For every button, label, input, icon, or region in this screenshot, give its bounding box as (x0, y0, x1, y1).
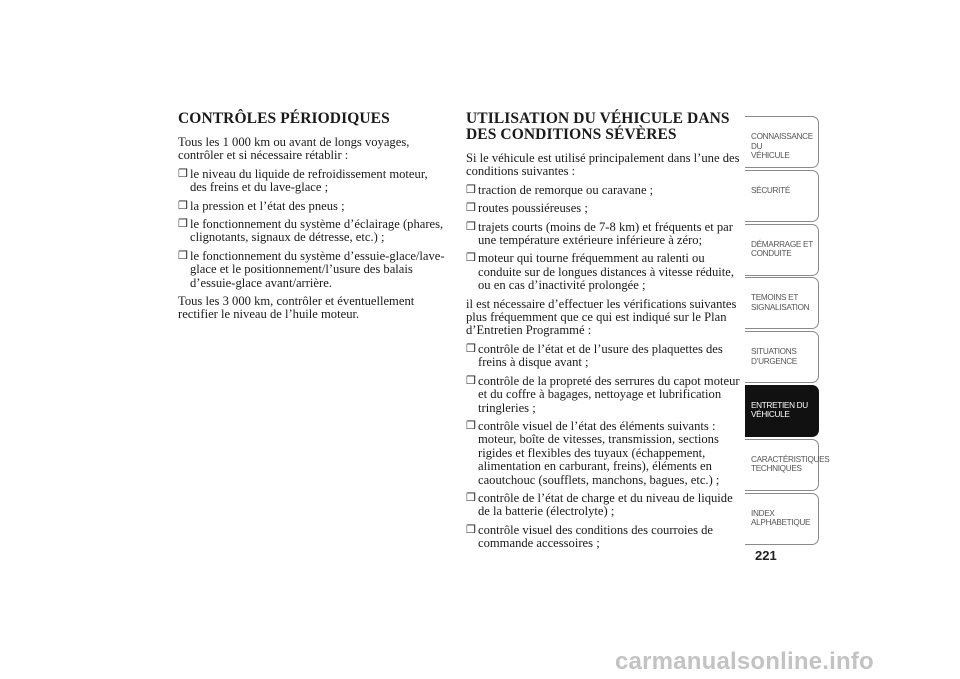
conditions-intro: Si le véhicule est utilisé principalement dans l’une des conditions suivantes : (466, 151, 740, 179)
checkbox-bullet-icon: ❒ (466, 419, 476, 432)
list-item: ❒ moteur qui tourne fréquemment au ralenti ou conduite sur de longues distances à vitesse réduite, ou en cas d’inactivité prolongée ; (466, 251, 735, 293)
right-column (466, 111, 742, 556)
chapter-tabs (745, 116, 830, 546)
list-item: ❒ contrôle de l’état de charge et du niveau de liquide de la batterie (électrolyte) ; (466, 490, 733, 519)
tab-index-alphabetique[interactable] (745, 493, 819, 545)
list-item: ❒ le fonctionnement du système d’éclairage (phares, clignotants, signaux de détresse, etc.) ; (178, 217, 444, 245)
checkbox-bullet-icon: ❒ (178, 249, 188, 262)
list-item: ❒ contrôle visuel de l’état des éléments suivants : moteur, boîte de vitesses, transmission, sections rigides et flexibles des tuyaux (échappement, alimentation en carburant, freins), éléments en caoutchouc (soufflets, manchons, bagues, etc.) ; (466, 418, 720, 487)
section-title-controles: CONTRÔLES PÉRIODIQUES (178, 110, 390, 127)
list-item: ❒ la pression et l’état des pneus ; (178, 198, 345, 213)
tab-label: DÉMARRAGE ET CONDUITE (751, 239, 813, 259)
outro-paragraph: Tous les 3 000 km, contrôler et éventuellement rectifier le niveau de l’huile moteur. (178, 294, 415, 322)
tab-label: CARACTÉRISTIQUES TECHNIQUES (751, 454, 830, 474)
section-title-conditions-severes: UTILISATION DU VÉHICULE DANS DES CONDITIONS SÉVÈRES (466, 110, 730, 143)
tab-label: TEMOINS ET SIGNALISATION (751, 293, 810, 312)
list-item: ❒ le fonctionnement du système d’essuie-glace/lave-glace et le positionnement/l’usure des balais d’essuie-glace avant/arrière. (178, 248, 445, 290)
checkbox-bullet-icon: ❒ (178, 199, 188, 212)
list-item: ❒ trajets courts (moins de 7-8 km) et fréquents et par une température extérieure inférieure à zéro; (466, 219, 733, 248)
checkbox-bullet-icon: ❒ (178, 218, 188, 231)
tab-label: ENTRETIEN DU VÉHICULE (751, 400, 808, 420)
left-column (178, 111, 446, 327)
list-item: ❒ contrôle visuel des conditions des courroies de commande accessoires ; (466, 522, 714, 551)
watermark: carmanualsonline.info (615, 648, 874, 675)
checkbox-bullet-icon: ❒ (466, 202, 476, 215)
list-item: ❒ contrôle de la propreté des serrures du capot moteur et du coffre à bagages, nettoyage et lubrification tringleries ; (466, 373, 740, 415)
list-item: ❒ contrôle de l’état et de l’usure des plaquettes des freins à disque avant ; (466, 341, 723, 370)
list-item: ❒ le niveau du liquide de refroidissement moteur, des freins et du lave-glace ; (178, 166, 428, 195)
checkbox-bullet-icon: ❒ (466, 523, 476, 536)
checkbox-bullet-icon: ❒ (466, 220, 476, 233)
checkbox-bullet-icon: ❒ (466, 374, 476, 387)
tab-label: INDEX ALPHABETIQUE (751, 508, 811, 528)
tab-temoins-et-signalisation[interactable] (745, 277, 819, 329)
tab-situations-durgence[interactable] (745, 331, 819, 383)
tab-label: CONNAISSANCE DU VÉHICULE (751, 132, 813, 160)
checkbox-bullet-icon: ❒ (466, 491, 476, 504)
tab-entretien-du-vehicule[interactable] (745, 385, 819, 437)
list-item: ❒ routes poussiéreuses ; (466, 201, 588, 216)
tab-label: SITUATIONS D’URGENCE (751, 347, 797, 366)
checkbox-bullet-icon: ❒ (178, 167, 188, 180)
tab-label: SÉCURITÉ (751, 185, 790, 195)
checks-intro: il est nécessaire d’effectuer les vérifications suivantes plus fréquemment que ce qui est indiqué sur le Plan d’Entretien Programmé : (466, 296, 737, 338)
checkbox-bullet-icon: ❒ (466, 252, 476, 265)
checkbox-bullet-icon: ❒ (466, 183, 476, 196)
tab-demarrage-et-conduite[interactable] (745, 224, 819, 276)
checkbox-bullet-icon: ❒ (466, 342, 476, 355)
tab-securite[interactable] (745, 170, 819, 222)
tab-connaissance-du-vehicule[interactable] (745, 116, 819, 168)
tab-caracteristiques-techniques[interactable] (745, 439, 830, 491)
list-item: ❒ traction de remorque ou caravane ; (466, 182, 654, 197)
page-number: 221 (755, 548, 777, 563)
intro-paragraph: Tous les 1 000 km ou avant de longs voyages, contrôler et si nécessaire rétablir : (178, 135, 410, 163)
